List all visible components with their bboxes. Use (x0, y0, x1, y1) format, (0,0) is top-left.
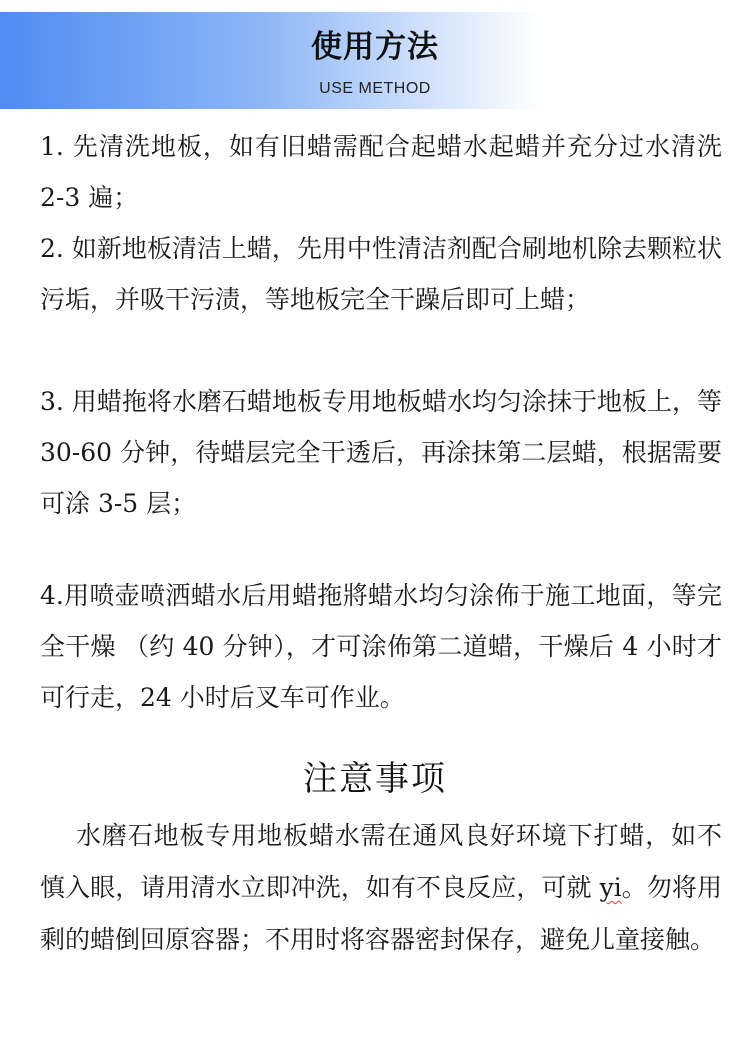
instruction-step-4: 4.用喷壶喷洒蜡水后用蜡拖將蜡水均匀涂佈于施工地面，等完全干燥 （约 40 分钟），才可涂佈第二道蜡，干燥后 4 小时才可行走，24 小时后叉车可作业。 (40, 581, 722, 712)
instruction-step-2: 2. 如新地板清洁上蜡，先用中性清洁剂配合刷地机除去颗粒状污垢，并吸干污渍，等地板完全干躁后即可上蜡； (40, 234, 722, 314)
notes-paragraph (40, 810, 722, 966)
section-title: 使用方法 (311, 29, 439, 65)
instruction-step-3: 3. 用蜡拖将水磨石蜡地板专用地板蜡水均匀涂抹于地板上，等 30-60 分钟，待蜡层完全干透后，再涂抹第二层蜡，根据需要可涂 3-5 层； (40, 387, 722, 518)
notes-text-part-1: 水磨石地板专用地板蜡水需在通风良好环境下打蜡，如不慎入眼，请用清水立即冲洗，如有不良反应，可就 (40, 821, 722, 902)
notes-heading: 注意事项 (303, 759, 447, 799)
instruction-step-1: 1. 先清洗地板，如有旧蜡需配合起蜡水起蜡并充分过水清洗 2-3 遍； (40, 132, 722, 212)
section-header-use-method (0, 12, 750, 109)
spellcheck-marked-word: yi (599, 873, 622, 902)
section-subtitle: USE METHOD (319, 80, 431, 97)
notes-text-part-2: 。勿将用剩的蜡倒回原容器；不用时将容器密封保存，避免儿童接触。 (40, 873, 722, 954)
